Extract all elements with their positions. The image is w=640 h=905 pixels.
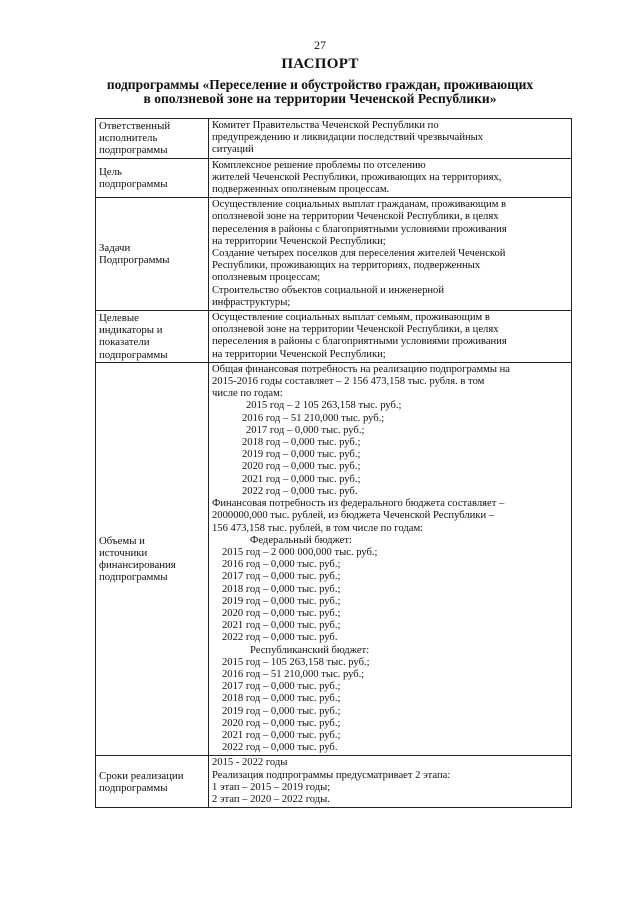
row-content-cell (209, 198, 572, 311)
row-label-line: подпрограммы (99, 571, 168, 584)
row-label-line: подпрограммы (99, 781, 168, 794)
row-label-line: финансирования (99, 559, 176, 572)
republic-year-line: 2021 год – 0,000 тыс. руб.; (222, 729, 341, 741)
table-row-period (96, 756, 572, 808)
page-number: 27 (314, 38, 326, 52)
row-label-line: Цель (99, 165, 122, 178)
federal-year-line: 2016 год – 0,000 тыс. руб.; (222, 559, 341, 571)
total-year-line: 2022 год – 0,000 тыс. руб. (242, 485, 358, 497)
document-subtitle (0, 78, 640, 106)
total-year-line: 2019 год – 0,000 тыс. руб.; (242, 449, 361, 461)
row-content-line: Комитет Правительства Чеченской Республики по (212, 120, 439, 131)
row-content-line: оползневым процессам; (212, 272, 321, 284)
row-label-line: Ответственный (99, 120, 171, 132)
document-title: ПАСПОРТ (281, 56, 359, 72)
republic-year-line: 2016 год – 51 210,000 тыс. руб.; (222, 668, 365, 680)
row-content-line: Осуществление социальных выплат гражданам, проживающим в (212, 199, 507, 211)
passport-table (95, 118, 572, 808)
row-label-line: подпрограммы (99, 144, 168, 157)
total-year-line: 2017 год – 0,000 тыс. руб.; (246, 424, 365, 436)
row-label-line: Подпрограммы (99, 254, 170, 267)
republic-year-line: 2018 год – 0,000 тыс. руб.; (222, 693, 341, 705)
row-content-line: Комплексное решение проблемы по отселению (212, 159, 426, 171)
row-content-line: ситуаций (212, 144, 254, 156)
row-label-cell (96, 158, 209, 198)
total-year-line: 2020 год – 0,000 тыс. руб.; (242, 461, 361, 473)
row-content-line: Строительство объектов социальной и инженерной (212, 284, 445, 296)
row-label-cell (96, 756, 209, 808)
row-label-line: показатели (99, 336, 150, 349)
row-label-cell (96, 198, 209, 311)
republic-year-line: 2019 год – 0,000 тыс. руб.; (222, 705, 341, 717)
row-label-line: Целевые (99, 312, 139, 325)
federal-year-line: 2020 год – 0,000 тыс. руб.; (222, 607, 341, 619)
row-label-cell (96, 311, 209, 363)
row-content-line: инфраструктуры; (212, 296, 291, 308)
row-content-line: переселения в районы с благоприятными условиями проживания (212, 223, 507, 235)
table-row-goal (96, 158, 572, 198)
row-label-line: Объемы и (99, 534, 145, 547)
row-content-line: 2015 - 2022 годы (212, 757, 288, 769)
federal-intro-line: 2000000,000 тыс. рублей, из бюджета Чеченской Республики – (212, 510, 495, 522)
republic-year-line: 2015 год – 105 263,158 тыс. руб.; (222, 656, 370, 668)
federal-year-line: 2017 год – 0,000 тыс. руб.; (222, 571, 341, 583)
row-content-line: переселения в районы с благоприятными условиями проживания (212, 336, 507, 348)
row-content-line: оползневой зоне на территории Чеченской Республики, в целях (212, 211, 499, 223)
republic-year-line: 2022 год – 0,000 тыс. руб. (222, 742, 338, 754)
republic-year-line: 2017 год – 0,000 тыс. руб.; (222, 681, 341, 693)
row-content-line: Создание четырех поселков для переселения жителей Чеченской (212, 248, 506, 260)
republic-year-line: 2020 год – 0,000 тыс. руб.; (222, 717, 341, 729)
table-row-indicators (96, 311, 572, 363)
federal-year-line: 2018 год – 0,000 тыс. руб.; (222, 583, 341, 595)
row-content-cell (209, 756, 572, 808)
row-content-cell (209, 311, 572, 363)
funding-intro-line: Общая финансовая потребность на реализацию подпрограммы на (212, 363, 510, 375)
funding-intro-line: 2015-2016 годы составляет – 2 156 473,158 тыс. рубля. в том (212, 376, 485, 388)
federal-year-line: 2022 год – 0,000 тыс. руб. (222, 632, 338, 644)
row-content-line: на территории Чеченской Республики; (212, 348, 386, 360)
row-content-line: на территории Чеченской Республики; (212, 235, 386, 247)
subtitle-line: подпрограммы «Переселение и обустройство граждан, проживающих (106, 77, 534, 92)
row-label-cell (96, 119, 209, 159)
row-label-line: индикаторы и (99, 324, 163, 337)
row-content-line: Реализация подпрограммы предусматривает 2 этапа: (212, 769, 451, 781)
funding-intro-line: числе по годам: (212, 388, 283, 400)
row-content-cell (209, 362, 572, 756)
row-content-line: Осуществление социальных выплат семьям, проживающим в (212, 312, 490, 324)
table-row-funding (96, 362, 572, 756)
row-label-line: исполнитель (99, 132, 158, 145)
row-label-line: Задачи (99, 241, 131, 254)
row-content-line: 2 этап – 2020 – 2022 годы. (212, 793, 330, 805)
row-content-cell (209, 158, 572, 198)
row-content-line: жителей Чеченской Республики, проживающих на территориях, (212, 171, 502, 183)
row-content-line: предупреждению и ликвидации последствий чрезвычайных (212, 132, 484, 144)
total-year-line: 2018 год – 0,000 тыс. руб.; (242, 437, 361, 449)
row-label-cell (96, 362, 209, 756)
row-content-line: Республики, проживающих на территориях, подверженных (212, 260, 481, 272)
federal-year-line: 2019 год – 0,000 тыс. руб.; (222, 595, 341, 607)
table-row-responsible (96, 119, 572, 159)
row-content-line: 1 этап – 2015 – 2019 годы; (212, 781, 331, 793)
row-label-line: источники (99, 546, 148, 559)
row-content-cell (209, 119, 572, 159)
federal-year-line: 2015 год – 2 000 000,000 тыс. руб.; (222, 546, 378, 558)
federal-intro-line: 156 473,158 тыс. рублей, в том числе по годам: (212, 522, 424, 534)
row-label-line: Сроки реализации (99, 769, 184, 782)
federal-intro-line: Финансовая потребность из федерального бюджета составляет – (212, 498, 505, 510)
total-year-line: 2015 год – 2 105 263,158 тыс. руб.; (246, 400, 402, 412)
table-row-tasks (96, 198, 572, 311)
row-label-line: подпрограммы (99, 177, 168, 190)
row-label-line: подпрограммы (99, 348, 168, 361)
subtitle-line: в оползневой зоне на территории Чеченской Республики» (143, 91, 497, 106)
row-content-line: оползневой зоне на территории Чеченской Республики, в целях (212, 324, 499, 336)
federal-budget-label: Федеральный бюджет: (250, 534, 352, 546)
total-year-line: 2016 год – 51 210,000 тыс. руб.; (242, 412, 385, 424)
federal-year-line: 2021 год – 0,000 тыс. руб.; (222, 620, 341, 632)
total-year-line: 2021 год – 0,000 тыс. руб.; (242, 473, 361, 485)
republic-budget-label: Республиканский бюджет: (250, 644, 370, 656)
row-content-line: подверженных оползневым процессам. (212, 184, 390, 196)
